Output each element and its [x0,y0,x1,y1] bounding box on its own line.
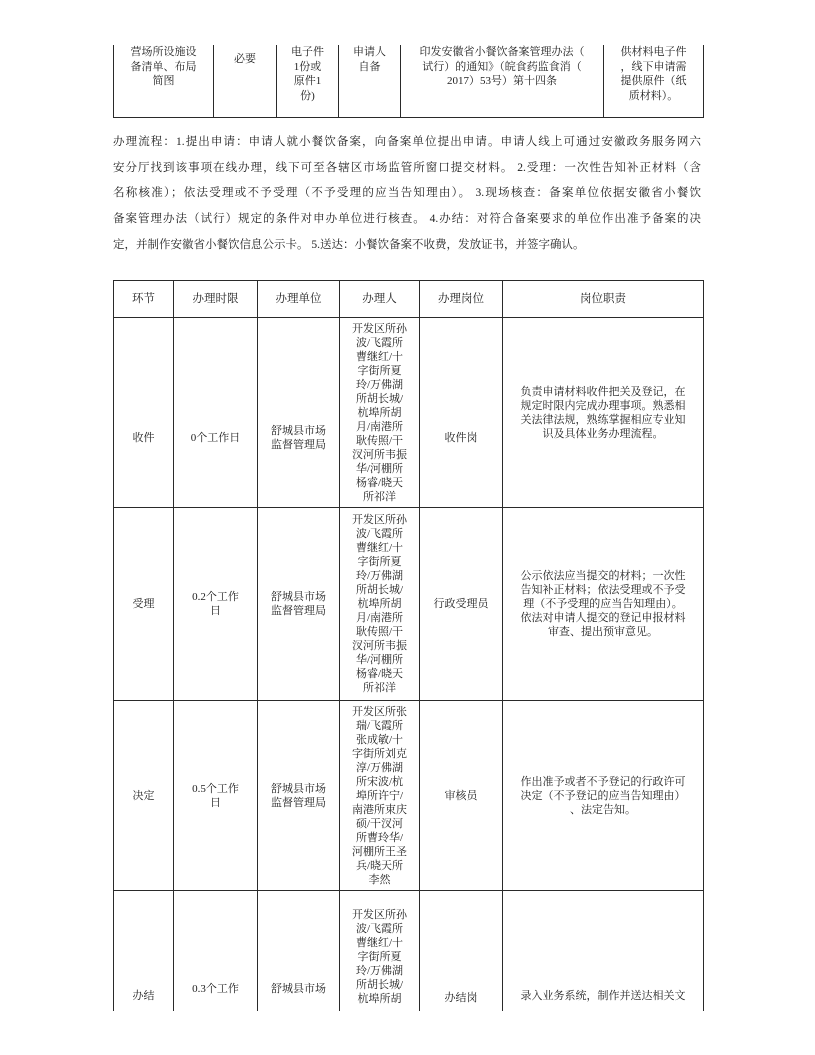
cell-line: 所胡长城/ [355,979,404,991]
cell-line: 玲/万佛湖 [355,570,404,582]
cell-line: 李然 [368,873,391,886]
cell-line: 杨睿/晓天 [355,476,404,489]
cell-line: 淳/万佛湖 [355,761,404,774]
cell-line: 日 [210,605,221,617]
cell-line: 监督管理局 [271,438,326,451]
post-cell [420,701,503,891]
duties-cell [503,701,704,891]
procedure-line: 名称核准）；依法受理或不予受理（不予受理的应当告知理由）。 3.现场核查：备案单位依据安徽省小餐饮 [113,187,701,200]
cell-line: 收件岗 [444,431,478,444]
cell-line: 字街所夏 [357,556,402,568]
table-row [114,701,704,891]
cell-line: 字街所夏 [357,951,402,963]
cell-line: 舒城县市场 [271,591,326,603]
cell-line: 0.2个工作 [192,591,239,603]
cell-line: 收件 [132,431,155,444]
cell-line: 作出准予或者不予登记的行政许可 [520,775,686,788]
table-header-row [114,281,704,318]
cell-line: 波/飞霞所 [355,923,404,935]
cell-line: 兵/晓天所 [355,859,404,872]
cell-line: 、法定告知。 [570,803,636,816]
cell-line: 审查、提出预审意见。 [548,626,658,638]
cell-line: 华/河棚所 [355,654,404,666]
cell-line: 受理 [132,598,155,610]
cell-line: 必要 [234,53,256,65]
cell-line: 供材料电子件 [620,46,687,58]
post-cell [420,508,503,701]
handling-unit-cell [258,508,340,701]
cell-line: 汊河所韦振 [352,448,407,461]
post-cell [420,318,503,508]
cell-line: 公示依法应当提交的材料；一次性 [520,570,686,582]
cell-line: 行政受理员 [433,598,489,610]
cell-line: 负责申请材料收件把关及登记，在 [520,385,686,398]
procedure-line: 安分厅找到该事项在线办理，线下可至各辖区市场监管所窗口提交材料。 2.受理：一次性告知补正材料（含 [113,161,701,174]
cell-line: 自备 [358,60,381,73]
cell-line: 开发区所孙 [352,909,407,921]
handler-cell [340,701,420,891]
cell-line: 耿传照/干 [355,626,404,638]
cell-line: 录入业务系统，制作并送达相关文 [520,990,686,1002]
materials-table-continued [113,45,704,118]
cell-line: 监督管理局 [271,796,326,809]
cell-line: 字街所夏 [357,364,402,377]
process-table-container [113,280,705,1011]
cell-line: 0.5个工作 [192,782,239,795]
column-header: 办理岗位 [420,281,503,318]
cell-line: 波/飞霞所 [355,336,404,349]
cell-line: 0个工作日 [190,431,241,444]
cell-line: 原件1 [293,75,322,88]
cell-line: 日 [210,796,221,809]
cell-line: 硕/干汊河 [355,817,404,830]
cell-line: 杭埠所胡 [357,598,402,610]
duties-cell [503,508,704,701]
cell-line: 申请人 [353,46,386,58]
cell-line: 月/南港所 [355,420,404,433]
cell-line: 审核员 [444,789,478,802]
cell-line: 张成敏/十 [355,733,404,746]
materials-row [114,45,704,118]
cell-line: 决定（不予登记的应当告知理由） [520,789,686,802]
time-limit-cell [174,318,258,508]
post-cell [420,891,503,1012]
cell-line: 汊河所韦振 [352,640,407,652]
duties-cell [503,891,704,1012]
cell-line: 关法律法规，熟练掌握相应专业知 [520,413,686,426]
cell-line: 舒城县市场 [271,424,326,437]
table-row [114,891,704,1012]
cell-line: 所宋波/杭 [355,775,404,788]
cell-line: 备清单、布局 [130,60,197,73]
cell-line: 所祁洋 [363,682,396,694]
column-header: 办理时限 [174,281,258,318]
cell-line: 月/南港所 [355,612,404,624]
handler-cell [340,508,420,701]
process-table [113,280,704,1011]
cell-line: 质材料）。 [628,90,679,103]
cell-line: 提供原件（纸 [620,75,687,88]
cell-line: 识及具体业务办理流程。 [542,427,664,440]
duties-cell [503,318,704,508]
remarks-cell [604,45,704,118]
stage-cell [114,891,174,1012]
procedure-line: 办理流程：1.提出申请：申请人就小餐饮备案，向备案单位提出申请。申请人线上可通过安徽政务服务网六 [113,136,701,148]
cell-line: 所胡长城/ [355,392,404,405]
cell-line: 电子件 [291,46,324,58]
time-limit-cell [174,701,258,891]
cell-line: ，线下申请需 [620,60,687,73]
cell-line: 玲/万佛湖 [355,965,404,977]
cell-line: 河棚所王圣 [352,845,407,858]
procedure-line: 定，并制作安徽省小餐饮信息公示卡。 5.送达：小餐饮备案不收费，发放证书，并签字确认。 [113,238,585,251]
procedure-paragraph [113,130,701,259]
cell-line: 依法对申请人提交的登记申报材料 [520,612,686,624]
cell-line: 2017）53号）第十四条 [447,75,557,88]
cell-line: 监督管理局 [271,605,326,617]
cell-line: 耿传照/干 [355,434,404,447]
stage-cell [114,701,174,891]
table-body [114,318,704,1012]
cell-line: 告知补正材料；依法受理或不予受 [520,584,686,596]
cell-line: 营场所设施设 [130,46,197,58]
source-cell [339,45,401,118]
cell-line: 杭埠所胡 [357,993,402,1005]
procedure-line: 备案管理办法（试行）规定的条件对申办单位进行核查。 4.办结：对符合备案要求的单位作出准予备案的决 [113,213,701,226]
copies-cell [277,45,339,118]
cell-line: 所胡长城/ [355,584,404,596]
material-name-cell [114,45,214,118]
column-header: 办理人 [340,281,420,318]
table-row [114,508,704,701]
cell-line: 份) [300,90,315,103]
cell-line: 简图 [152,75,175,88]
cell-line: 曹继红/十 [355,937,404,949]
cell-line: 所曹玲华/ [355,831,404,844]
cell-line: 1份或 [293,60,322,73]
cell-line: 杭埠所胡 [357,406,402,419]
column-header: 岗位职责 [503,281,704,318]
cell-line: 南港所束庆 [352,803,407,816]
time-limit-cell [174,891,258,1012]
cell-line: 埠所许宁/ [355,789,404,802]
handling-unit-cell [258,891,340,1012]
column-header: 环节 [114,281,174,318]
handling-unit-cell [258,318,340,508]
cell-line: 字街所刘克 [352,747,407,760]
handling-unit-cell [258,701,340,891]
time-limit-cell [174,508,258,701]
cell-line: 规定时限内完成办理事项。熟悉相 [520,399,686,412]
stage-cell [114,318,174,508]
cell-line: 印发安徽省小餐饮备案管理办法（ [419,46,585,58]
cell-line: 波/飞霞所 [355,528,404,540]
necessity-cell [214,45,277,118]
cell-line: 舒城县市场 [271,983,326,995]
cell-line: 杨睿/晓天 [355,668,404,680]
cell-line: 开发区所孙 [352,514,407,526]
legal-basis-cell [401,45,604,118]
column-header: 办理单位 [258,281,340,318]
cell-line: 试行）的通知》（皖食药监食消（ [422,60,582,73]
cell-line: 瑞/飞霞所 [355,719,404,732]
cell-line: 办结 [132,990,155,1002]
stage-cell [114,508,174,701]
cell-line: 曹继红/十 [355,350,404,363]
cell-line: 开发区所张 [352,705,407,718]
cell-line: 华/河棚所 [355,462,404,475]
cell-line: 所祁洋 [363,490,396,503]
cell-line: 决定 [132,789,155,802]
cell-line: 办结岗 [444,992,478,1004]
cell-line: 舒城县市场 [271,782,326,795]
handler-cell [340,891,420,1012]
cell-line: 曹继红/十 [355,542,404,554]
table-row [114,318,704,508]
cell-line: 玲/万佛湖 [355,378,404,391]
cell-line: 开发区所孙 [352,322,407,335]
cell-line: 0.3个工作 [192,983,239,995]
handler-cell [340,318,420,508]
cell-line: 理（不予受理的应当告知理由）。 [523,598,683,610]
